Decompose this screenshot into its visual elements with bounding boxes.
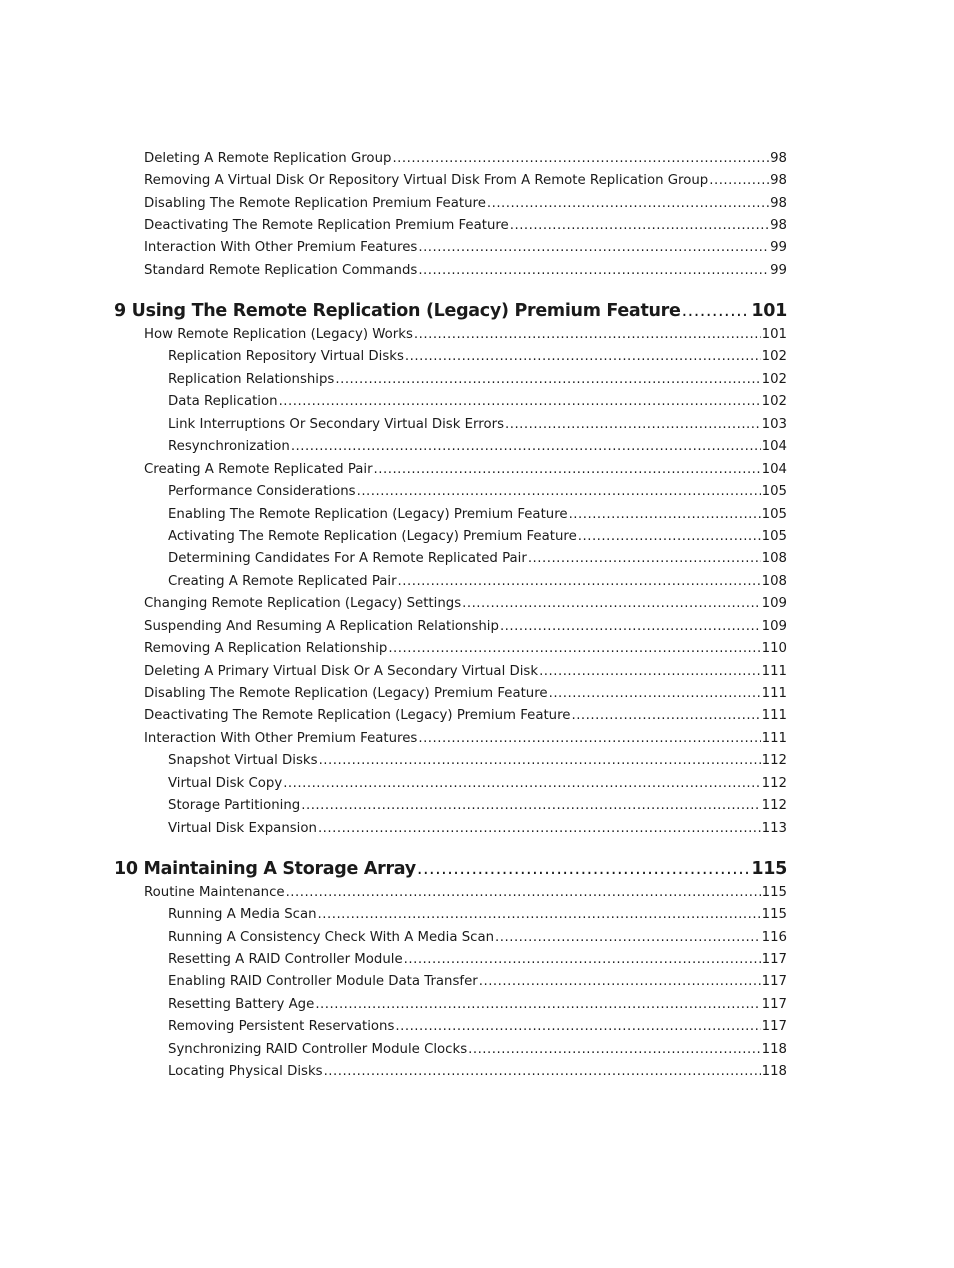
toc-entry[interactable] bbox=[144, 263, 787, 278]
toc-entry[interactable] bbox=[168, 798, 787, 813]
toc-entry[interactable] bbox=[144, 151, 787, 166]
toc-entry-page-number: 105 bbox=[761, 529, 787, 544]
toc-entry[interactable] bbox=[168, 507, 787, 522]
dot-leader bbox=[505, 417, 761, 432]
toc-chapter-entry[interactable] bbox=[114, 301, 787, 321]
toc-entry[interactable] bbox=[168, 1064, 787, 1079]
toc-entry-page-number: 112 bbox=[761, 798, 787, 813]
toc-entry[interactable] bbox=[144, 885, 787, 900]
toc-entry[interactable] bbox=[144, 173, 787, 188]
toc-entry[interactable] bbox=[168, 1042, 787, 1057]
toc-entry-title: Replication Repository Virtual Disks bbox=[168, 349, 404, 364]
toc-entry-page-number: 101 bbox=[751, 301, 787, 321]
toc-entry-page-number: 98 bbox=[770, 196, 787, 211]
toc-entry-title: Snapshot Virtual Disks bbox=[168, 753, 318, 768]
toc-entry-page-number: 103 bbox=[761, 417, 787, 432]
toc-entry-title: Deleting A Primary Virtual Disk Or A Secondary Virtual Disk bbox=[144, 664, 539, 679]
toc-entry[interactable] bbox=[144, 327, 787, 342]
toc-entry[interactable] bbox=[144, 664, 787, 679]
toc-entry-title: Data Replication bbox=[168, 394, 278, 409]
toc-entry-page-number: 109 bbox=[761, 619, 787, 634]
toc-entry-page-number: 112 bbox=[761, 753, 787, 768]
toc-entry-page-number: 117 bbox=[761, 974, 787, 989]
toc-entry-page-number: 117 bbox=[761, 1019, 787, 1034]
toc-entry[interactable] bbox=[168, 1019, 787, 1034]
toc-entry[interactable] bbox=[168, 974, 787, 989]
toc-entry-title: Resetting A RAID Controller Module bbox=[168, 952, 403, 967]
dot-leader bbox=[319, 753, 761, 768]
toc-entry-title: Changing Remote Replication (Legacy) Settings bbox=[144, 596, 462, 611]
toc-entry[interactable] bbox=[144, 686, 787, 701]
toc-entry-title: Removing Persistent Reservations bbox=[168, 1019, 395, 1034]
toc-entry-page-number: 113 bbox=[761, 821, 787, 836]
dot-leader bbox=[291, 439, 761, 454]
toc-entry[interactable] bbox=[168, 372, 787, 387]
toc-entry[interactable] bbox=[168, 529, 787, 544]
dot-leader bbox=[417, 859, 750, 879]
toc-entry-page-number: 111 bbox=[761, 708, 787, 723]
toc-entry-title: Running A Consistency Check With A Media Scan bbox=[168, 930, 495, 945]
dot-leader bbox=[468, 1042, 760, 1057]
toc-entry-title: Standard Remote Replication Commands bbox=[144, 263, 418, 278]
toc-entry-page-number: 115 bbox=[761, 885, 787, 900]
dot-leader bbox=[487, 196, 769, 211]
dot-leader bbox=[318, 907, 761, 922]
dot-leader bbox=[418, 240, 769, 255]
toc-entry[interactable] bbox=[144, 196, 787, 211]
toc-entry[interactable] bbox=[144, 708, 787, 723]
toc-entry-title: Routine Maintenance bbox=[144, 885, 285, 900]
toc-entry[interactable] bbox=[168, 997, 787, 1012]
dot-leader bbox=[418, 263, 769, 278]
dot-leader bbox=[682, 301, 751, 321]
toc-entry-page-number: 111 bbox=[761, 664, 787, 679]
dot-leader bbox=[571, 708, 760, 723]
toc-entry-page-number: 116 bbox=[761, 930, 787, 945]
dot-leader bbox=[404, 952, 761, 967]
toc-entry[interactable] bbox=[144, 218, 787, 233]
toc-entry-title: Performance Considerations bbox=[168, 484, 356, 499]
toc-entry-page-number: 98 bbox=[770, 173, 787, 188]
dot-leader bbox=[374, 462, 761, 477]
toc-entry[interactable] bbox=[168, 417, 787, 432]
dot-leader bbox=[500, 619, 761, 634]
toc-entry-page-number: 105 bbox=[761, 507, 787, 522]
toc-entry-title: Deleting A Remote Replication Group bbox=[144, 151, 392, 166]
dot-leader bbox=[528, 551, 761, 566]
dot-leader bbox=[539, 664, 761, 679]
toc-entry[interactable] bbox=[168, 930, 787, 945]
toc-entry-title: Storage Partitioning bbox=[168, 798, 301, 813]
toc-entry-title: Suspending And Resuming A Replication Relationship bbox=[144, 619, 499, 634]
dot-leader bbox=[318, 821, 761, 836]
toc-entry-page-number: 118 bbox=[761, 1042, 787, 1057]
toc-entry-title: Running A Media Scan bbox=[168, 907, 317, 922]
dot-leader bbox=[283, 776, 760, 791]
toc-entry[interactable] bbox=[144, 619, 787, 634]
toc-entry-page-number: 102 bbox=[761, 372, 787, 387]
dot-leader bbox=[414, 327, 761, 342]
toc-entry-title: Resynchronization bbox=[168, 439, 290, 454]
dot-leader bbox=[405, 349, 761, 364]
dot-leader bbox=[709, 173, 769, 188]
toc-entry-title: Disabling The Remote Replication Premium Feature bbox=[144, 196, 486, 211]
dot-leader bbox=[286, 885, 761, 900]
toc-entry-page-number: 111 bbox=[761, 686, 787, 701]
toc-entry-title: Interaction With Other Premium Features bbox=[144, 240, 418, 255]
dot-leader bbox=[569, 507, 761, 522]
toc-entry[interactable] bbox=[168, 394, 787, 409]
toc-entry[interactable] bbox=[144, 641, 787, 656]
toc-entry-page-number: 98 bbox=[770, 218, 787, 233]
toc-entry-page-number: 109 bbox=[761, 596, 787, 611]
toc-entry-page-number: 110 bbox=[761, 641, 787, 656]
dot-leader bbox=[398, 574, 761, 589]
toc-entry-page-number: 104 bbox=[761, 439, 787, 454]
dot-leader bbox=[395, 1019, 760, 1034]
toc-entry-page-number: 117 bbox=[761, 997, 787, 1012]
toc-entry[interactable] bbox=[144, 731, 787, 746]
toc-entry-page-number: 99 bbox=[770, 240, 787, 255]
toc-entry-page-number: 98 bbox=[770, 151, 787, 166]
toc-entry[interactable] bbox=[168, 753, 787, 768]
toc-entry[interactable] bbox=[168, 439, 787, 454]
toc-entry-page-number: 117 bbox=[761, 952, 787, 967]
toc-entry[interactable] bbox=[168, 952, 787, 967]
toc-entry-title: Disabling The Remote Replication (Legacy) Premium Feature bbox=[144, 686, 548, 701]
dot-leader bbox=[462, 596, 760, 611]
toc-entry[interactable] bbox=[168, 907, 787, 922]
dot-leader bbox=[357, 484, 761, 499]
toc-entry-page-number: 101 bbox=[761, 327, 787, 342]
toc-chapter-entry[interactable] bbox=[114, 859, 787, 879]
toc-entry-title: Removing A Virtual Disk Or Repository Virtual Disk From A Remote Replication Group bbox=[144, 173, 709, 188]
dot-leader bbox=[315, 997, 760, 1012]
toc-entry-title: Locating Physical Disks bbox=[168, 1064, 323, 1079]
dot-leader bbox=[324, 1064, 761, 1079]
toc-entry[interactable] bbox=[168, 574, 787, 589]
toc-entry-page-number: 108 bbox=[761, 551, 787, 566]
dot-leader bbox=[510, 218, 769, 233]
toc-entry[interactable] bbox=[144, 240, 787, 255]
dot-leader bbox=[335, 372, 760, 387]
dot-leader bbox=[418, 731, 760, 746]
toc-entry[interactable] bbox=[144, 596, 787, 611]
toc-entry[interactable] bbox=[168, 821, 787, 836]
toc-entry-title: Removing A Replication Relationship bbox=[144, 641, 388, 656]
toc-entry-title: Synchronizing RAID Controller Module Clocks bbox=[168, 1042, 468, 1057]
toc-entry-page-number: 105 bbox=[761, 484, 787, 499]
toc-entry-page-number: 111 bbox=[761, 731, 787, 746]
toc-entry-title: Creating A Remote Replicated Pair bbox=[168, 574, 397, 589]
dot-leader bbox=[392, 151, 769, 166]
dot-leader bbox=[479, 974, 761, 989]
toc-entry-page-number: 112 bbox=[761, 776, 787, 791]
toc-entry-page-number: 108 bbox=[761, 574, 787, 589]
toc-entry-title: Enabling RAID Controller Module Data Transfer bbox=[168, 974, 478, 989]
toc-entry[interactable] bbox=[168, 551, 787, 566]
toc-entry-page-number: 115 bbox=[761, 907, 787, 922]
dot-leader bbox=[495, 930, 761, 945]
toc-entry-title: Resetting Battery Age bbox=[168, 997, 315, 1012]
dot-leader bbox=[549, 686, 761, 701]
toc-entry-page-number: 102 bbox=[761, 394, 787, 409]
toc-entry-title: Enabling The Remote Replication (Legacy) Premium Feature bbox=[168, 507, 568, 522]
toc-entry-title: Link Interruptions Or Secondary Virtual Disk Errors bbox=[168, 417, 504, 432]
toc-entry-page-number: 99 bbox=[770, 263, 787, 278]
toc-entry-title: Virtual Disk Copy bbox=[168, 776, 283, 791]
toc-entry-page-number: 118 bbox=[761, 1064, 787, 1079]
toc-entry-title: Virtual Disk Expansion bbox=[168, 821, 317, 836]
toc-entry-title: Creating A Remote Replicated Pair bbox=[144, 462, 373, 477]
toc-entry[interactable] bbox=[144, 462, 787, 477]
toc-entry-page-number: 115 bbox=[751, 859, 787, 879]
dot-leader bbox=[279, 394, 761, 409]
toc-entry-title: 10 Maintaining A Storage Array bbox=[114, 859, 416, 879]
toc-entry-title: Interaction With Other Premium Features bbox=[144, 731, 418, 746]
toc-entry[interactable] bbox=[168, 776, 787, 791]
toc-entry-page-number: 102 bbox=[761, 349, 787, 364]
toc-entry-title: Deactivating The Remote Replication Premium Feature bbox=[144, 218, 509, 233]
toc-entry-title: Replication Relationships bbox=[168, 372, 335, 387]
toc-entry[interactable] bbox=[168, 484, 787, 499]
dot-leader bbox=[578, 529, 761, 544]
toc-entry[interactable] bbox=[168, 349, 787, 364]
toc-entry-title: Determining Candidates For A Remote Replicated Pair bbox=[168, 551, 527, 566]
toc-entry-title: Activating The Remote Replication (Legacy) Premium Feature bbox=[168, 529, 577, 544]
dot-leader bbox=[388, 641, 760, 656]
toc-entry-title: 9 Using The Remote Replication (Legacy) Premium Feature bbox=[114, 301, 681, 321]
toc-entry-title: How Remote Replication (Legacy) Works bbox=[144, 327, 413, 342]
toc-entry-page-number: 104 bbox=[761, 462, 787, 477]
toc-entry-title: Deactivating The Remote Replication (Legacy) Premium Feature bbox=[144, 708, 571, 723]
dot-leader bbox=[301, 798, 760, 813]
